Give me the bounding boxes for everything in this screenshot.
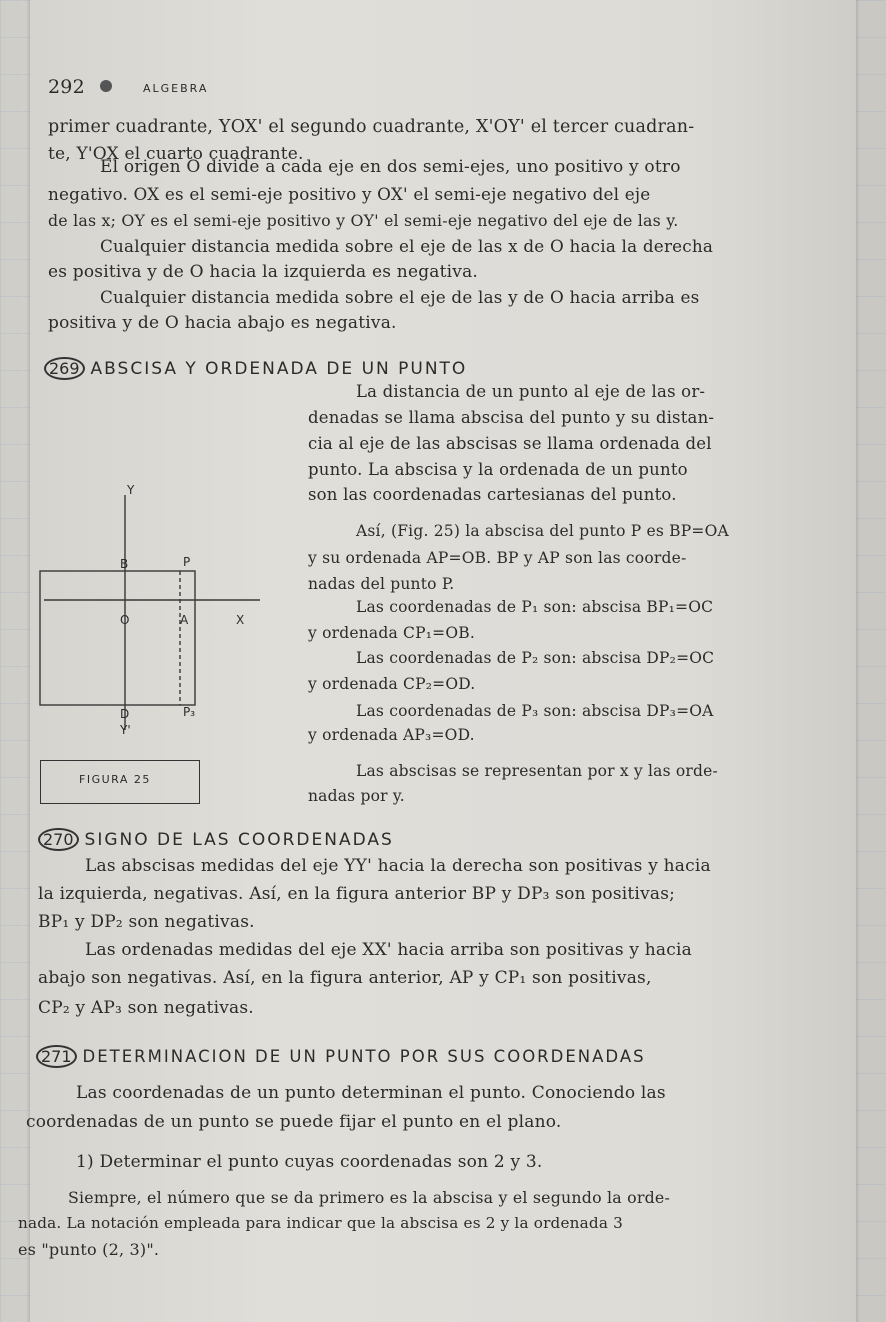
label-a: A — [180, 613, 189, 627]
text-line: La distancia de un punto al eje de las or- — [356, 382, 706, 401]
text-line: El origen O divide a cada eje en dos semi-ejes, uno positivo y otro — [100, 157, 681, 177]
text-line: te, Y'OX el cuarto cuadrante. — [48, 144, 304, 164]
label-y: Y — [127, 483, 135, 497]
text-line: nadas del punto P. — [308, 575, 455, 593]
label-b: B — [120, 557, 129, 571]
section-heading-270 — [38, 828, 394, 851]
section-heading-271 — [36, 1045, 646, 1068]
text-line: Las ordenadas medidas del eje XX' hacia arriba son positivas y hacia — [85, 940, 692, 960]
text-line: Las coordenadas de P₃ son: abscisa DP₃=OA — [356, 702, 714, 720]
text-line: primer cuadrante, YOX' el segundo cuadrante, X'OY' el tercer cuadran- — [48, 117, 695, 137]
label-d: D — [120, 707, 130, 721]
text-line: cia al eje de las abscisas se llama ordenada del — [308, 434, 712, 453]
text-line: y su ordenada AP=OB. BP y AP son las coorde- — [308, 549, 687, 567]
figure-caption-text: FIGURA 25 — [79, 773, 151, 786]
text-line: negativo. OX es el semi-eje positivo y OX' el semi-eje negativo del eje — [48, 184, 651, 204]
text-line: Cualquier distancia medida sobre el eje de las x de O hacia la derecha — [100, 236, 714, 256]
text-line: Siempre, el número que se da primero es la abscisa y el segundo la orde- — [68, 1188, 670, 1207]
text-line: punto. La abscisa y la ordenada de un punto — [308, 460, 688, 479]
running-title: ALGEBRA — [143, 82, 209, 95]
section-title: DETERMINACION DE UN PUNTO POR SUS COORDENADAS — [82, 1047, 646, 1066]
text-line: abajo son negativas. Así, en la figura anterior, AP y CP₁ son positivas, — [38, 968, 652, 988]
page-number: 292 — [48, 76, 85, 98]
text-line: son las coordenadas cartesianas del punto. — [308, 485, 677, 504]
text-line: Las coordenadas de un punto determinan el punto. Conociendo las — [76, 1083, 666, 1103]
text-line: CP₂ y AP₃ son negativas. — [38, 998, 254, 1018]
label-p: P — [183, 555, 191, 569]
text-line: y ordenada CP₂=OD. — [308, 675, 476, 693]
section-title: ABSCISA Y ORDENADA DE UN PUNTO — [90, 359, 468, 379]
label-o: O — [120, 613, 130, 627]
text-line: 1) Determinar el punto cuyas coordenadas son 2 y 3. — [76, 1152, 543, 1172]
label-y-prime: Y' — [120, 723, 131, 737]
label-p3: P₃ — [183, 705, 196, 719]
text-line: denadas se llama abscisa del punto y su distan- — [308, 408, 715, 427]
text-line: y ordenada CP₁=OB. — [308, 624, 475, 642]
text-line: Cualquier distancia medida sobre el eje de las y de O hacia arriba es — [100, 287, 700, 307]
text-line: coordenadas de un punto se puede fijar el punto en el plano. — [26, 1112, 562, 1132]
text-line: es "punto (2, 3)". — [18, 1240, 160, 1259]
text-line: Así, (Fig. 25) la abscisa del punto P es BP=OA — [356, 522, 729, 540]
text-line: es positiva y de O hacia la izquierda es negativa. — [48, 262, 479, 282]
text-line: BP₁ y DP₂ son negativas. — [38, 912, 255, 932]
text-line: y ordenada AP₃=OD. — [308, 726, 475, 744]
text-line: nada. La notación empleada para indicar que la abscisa es 2 y la ordenada 3 — [18, 1214, 623, 1232]
coordinate-rectangle — [40, 571, 195, 705]
text-line: la izquierda, negativas. Así, en la figura anterior BP y DP₃ son positivas; — [38, 884, 676, 904]
text-line: positiva y de O hacia abajo es negativa. — [48, 313, 397, 333]
section-title: SIGNO DE LAS COORDENADAS — [84, 830, 394, 850]
figure-caption — [40, 760, 200, 804]
label-x: X — [236, 613, 245, 627]
text-line: Las abscisas medidas del eje YY' hacia la derecha son positivas y hacia — [85, 856, 711, 876]
section-number: 270 — [38, 828, 79, 851]
section-number: 269 — [44, 357, 85, 380]
section-number: 271 — [36, 1045, 77, 1068]
text-line: Las abscisas se representan por x y las orde- — [356, 762, 718, 780]
text-line: nadas por y. — [308, 787, 405, 805]
text-line: Las coordenadas de P₂ son: abscisa DP₂=OC — [356, 649, 715, 667]
text-line: de las x; OY es el semi-eje positivo y OY' el semi-eje negativo del eje de las y. — [48, 211, 679, 230]
text-line: Las coordenadas de P₁ son: abscisa BP₁=OC — [356, 598, 714, 616]
